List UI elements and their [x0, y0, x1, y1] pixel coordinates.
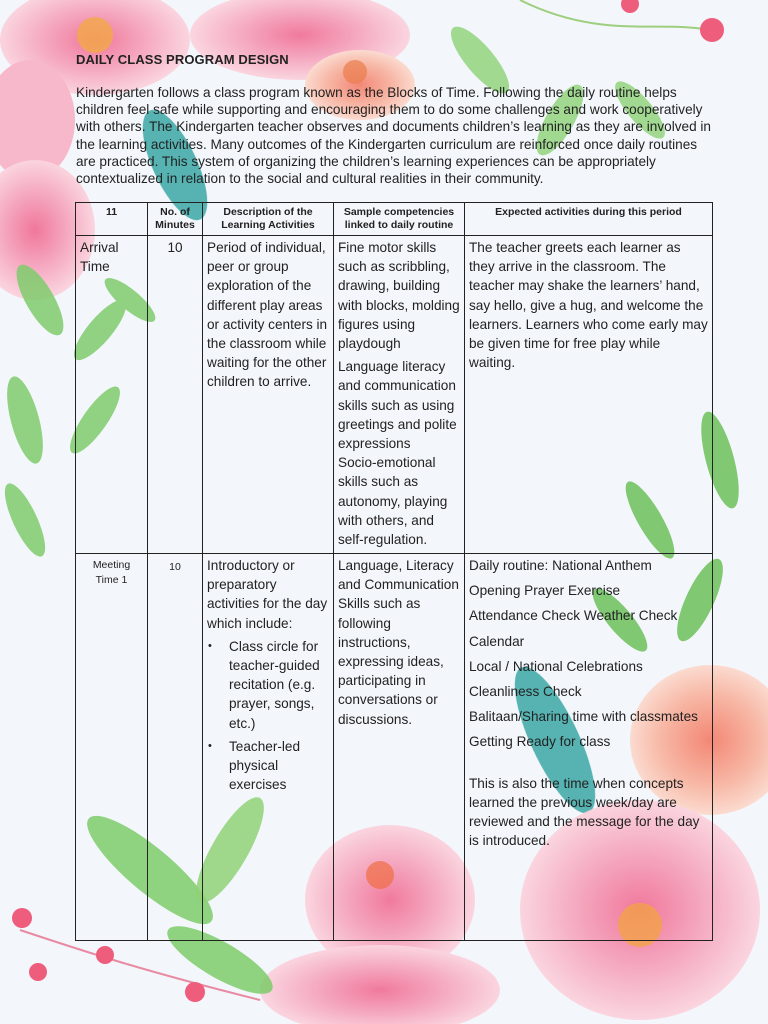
table-row: [76, 554, 713, 941]
row-minutes: 10: [148, 236, 203, 554]
row-expected: The teacher greets each learner as they arrive in the classroom. The teacher may shake the learners’ hand, say hello, give a hug, and welcome the learners. Learners who come early may be given time for free play while waiting.: [465, 236, 713, 554]
description-intro: Introductory or preparatory activities for the day which include:: [207, 558, 328, 631]
header-competencies: Sample competencies linked to daily routine: [334, 203, 465, 236]
routine-item: Calendar: [469, 633, 525, 649]
row-time: Arrival Time: [76, 236, 148, 554]
header-minutes: No. of Minutes: [148, 203, 203, 236]
header-description: Description of the Learning Activities: [203, 203, 334, 236]
routine-item: Attendance Check Weather Check: [469, 608, 678, 624]
page-title: DAILY CLASS PROGRAM DESIGN: [76, 52, 289, 67]
routine-item: Daily routine: National Anthem: [469, 558, 652, 573]
class-program-table: [75, 202, 713, 941]
competency-item: Socio-emotional skills such as autonomy, playing with others, and self-regulation.: [338, 455, 448, 548]
table-header-row: [76, 203, 713, 236]
intro-paragraph: Kindergarten follows a class program known as the Blocks of Time. Following the daily routine helps children feel safe while supporting and encouraging them to do some challenges and work cooperatively with others. The Kindergarten teacher observes and documents children’s learning as they are involved in the learning activities. Many outcomes of the Kindergarten curriculum are reinforced once daily routines are practiced. This system of organizing the children’s learning experiences can be appropriately contextualized in relation to the social and cultural realities in their community.: [76, 85, 711, 187]
row-description: Period of individual, peer or group exploration of the different play areas or activity centers in the classroom while waiting for the other children to arrive.: [203, 236, 334, 554]
routine-item: Opening Prayer Exercise: [469, 583, 621, 599]
list-item: • Class circle for teacher-guided recitation (e.g. prayer, songs, etc.): [229, 637, 329, 733]
competency-item: Language literacy and communication skills such as using greetings and polite expressions: [338, 359, 457, 452]
row-time: Meeting Time 1: [76, 554, 148, 941]
row-competencies: [334, 236, 465, 554]
routine-item: Cleanliness Check: [469, 684, 582, 700]
expected-note: This is also the time when concepts learned the previous week/day are reviewed and the message for the day is introduced.: [469, 775, 700, 849]
row-competencies: Language, Literacy and Communication Skills such as following instructions, expressing ideas, participating in conversations or discussions.: [334, 554, 465, 941]
description-list: [207, 637, 329, 795]
row-minutes: 10: [148, 554, 203, 941]
header-time: 11: [76, 203, 148, 236]
routine-item: Local / National Celebrations: [469, 658, 643, 674]
table-row: [76, 236, 713, 554]
header-expected: Expected activities during this period: [465, 203, 713, 236]
list-item: • Teacher-led physical exercises: [229, 737, 329, 795]
routine-item: Balitaan/Sharing time with classmates: [469, 709, 698, 725]
row-description: [203, 554, 334, 941]
competency-item: Fine motor skills such as scribbling, drawing, building with blocks, molding figures using playdough: [338, 240, 460, 352]
routine-item: Getting Ready for class: [469, 734, 611, 750]
row-expected: [465, 554, 713, 941]
